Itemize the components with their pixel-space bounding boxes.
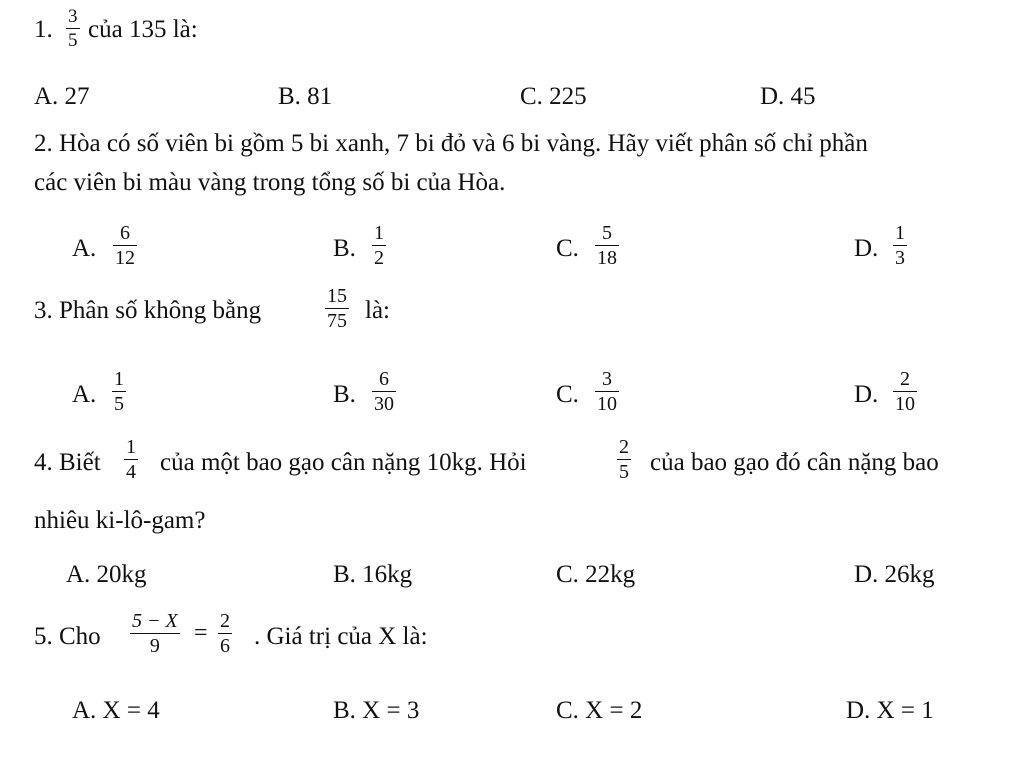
q5-fraction-2-numerator: 2 — [220, 610, 230, 632]
q2-option-d-fraction[interactable] — [893, 222, 907, 269]
q3-option-d-denominator: 10 — [895, 393, 915, 415]
q1-option-c[interactable]: C. 225 — [520, 83, 587, 110]
q4-fraction-2-numerator: 2 — [619, 436, 629, 458]
q5-option-a[interactable]: A. X = 4 — [72, 697, 160, 724]
q2-option-d-denominator: 3 — [895, 247, 905, 269]
q3-text-before: 3. Phân số không bằng — [34, 297, 262, 324]
q4-fraction-1-numerator: 1 — [126, 436, 136, 458]
q5-option-b[interactable]: B. X = 3 — [333, 697, 420, 724]
q1-number: 1. — [34, 16, 53, 43]
q5-option-c[interactable]: C. X = 2 — [556, 697, 643, 724]
q1-fraction — [66, 6, 80, 51]
q4-option-d[interactable]: D. 26kg — [854, 561, 935, 588]
q5-part-2: . Giá trị của X là: — [254, 623, 428, 650]
q4-fraction-2 — [617, 436, 631, 483]
q1-fraction-numerator: 3 — [68, 6, 78, 27]
q5-fraction-1-denominator: 9 — [149, 635, 160, 657]
q3-option-b-numerator: 6 — [379, 368, 389, 390]
q2-option-c-fraction[interactable] — [595, 222, 619, 269]
q4-part-3: của bao gạo đó cân nặng bao — [650, 449, 939, 476]
q3-option-a-numerator: 1 — [114, 368, 124, 390]
q4-option-b[interactable]: B. 16kg — [333, 561, 413, 588]
q4-line-2: nhiêu ki-lô-gam? — [34, 507, 206, 534]
q1-option-d[interactable]: D. 45 — [760, 83, 816, 110]
q2-option-a-label[interactable]: A. — [72, 235, 97, 262]
q5-fraction-2-denominator: 6 — [220, 635, 230, 657]
q3-fraction-denominator: 75 — [327, 310, 347, 332]
q4-fraction-2-denominator: 5 — [619, 461, 629, 483]
q4-fraction-1 — [124, 436, 138, 483]
q2-option-d-label[interactable]: D. — [854, 235, 879, 262]
q3-option-b-denominator: 30 — [374, 393, 394, 415]
q3-option-b-fraction[interactable] — [372, 368, 396, 415]
q2-option-a-fraction[interactable] — [113, 222, 137, 269]
q4-option-c[interactable]: C. 22kg — [556, 561, 636, 588]
q3-option-d-fraction[interactable] — [893, 368, 917, 415]
q5-option-d[interactable]: D. X = 1 — [846, 697, 934, 724]
q2-option-b-fraction[interactable] — [372, 222, 386, 269]
q4-part-2: của một bao gạo cân nặng 10kg. Hỏi — [160, 449, 527, 476]
q2-line-2: các viên bi màu vàng trong tổng số bi của Hòa. — [34, 169, 506, 196]
q2-option-b-denominator: 2 — [374, 247, 384, 269]
q3-option-c-fraction[interactable] — [595, 368, 619, 415]
q2-option-b-label[interactable]: B. — [333, 235, 356, 262]
q1-option-b[interactable]: B. 81 — [278, 83, 333, 110]
q5-fraction-2 — [218, 610, 232, 657]
q1-option-a[interactable]: A. 27 — [34, 83, 90, 110]
q2-option-c-label[interactable]: C. — [556, 235, 579, 262]
q3-option-a-label[interactable]: A. — [72, 381, 97, 408]
q3-option-c-denominator: 10 — [597, 393, 617, 415]
q4-fraction-1-denominator: 4 — [126, 461, 136, 483]
q5-fraction-1-numerator: 5 − X — [132, 610, 178, 632]
q4-option-a[interactable]: A. 20kg — [66, 561, 147, 588]
q3-option-c-label[interactable]: C. — [556, 381, 579, 408]
q3-option-b-label[interactable]: B. — [333, 381, 356, 408]
q2-option-b-numerator: 1 — [374, 222, 384, 244]
q3-option-c-numerator: 3 — [602, 368, 612, 390]
q1-text: của 135 là: — [88, 16, 198, 43]
q3-option-a-denominator: 5 — [114, 393, 124, 415]
q5-fraction-1 — [130, 610, 180, 657]
q4-part-1: 4. Biết — [34, 449, 101, 476]
q2-option-c-numerator: 5 — [602, 222, 612, 244]
q2-option-c-denominator: 18 — [597, 247, 617, 269]
q3-option-d-label[interactable]: D. — [854, 381, 879, 408]
q5-equals-sign: = — [194, 620, 208, 646]
q2-option-d-numerator: 1 — [895, 222, 905, 244]
q3-text-after: là: — [365, 297, 390, 324]
q2-option-a-numerator: 6 — [120, 222, 130, 244]
q5-part-1: 5. Cho — [34, 623, 101, 650]
q2-option-a-denominator: 12 — [115, 247, 135, 269]
q3-option-a-fraction[interactable] — [112, 368, 126, 415]
q2-line-1: 2. Hòa có số viên bi gồm 5 bi xanh, 7 bi đỏ và 6 bi vàng. Hãy viết phân số chỉ phần — [34, 130, 868, 157]
q3-option-d-numerator: 2 — [900, 368, 910, 390]
q1-fraction-denominator: 5 — [68, 30, 78, 51]
q3-fraction-numerator: 15 — [327, 285, 347, 307]
q3-fraction — [325, 285, 349, 332]
